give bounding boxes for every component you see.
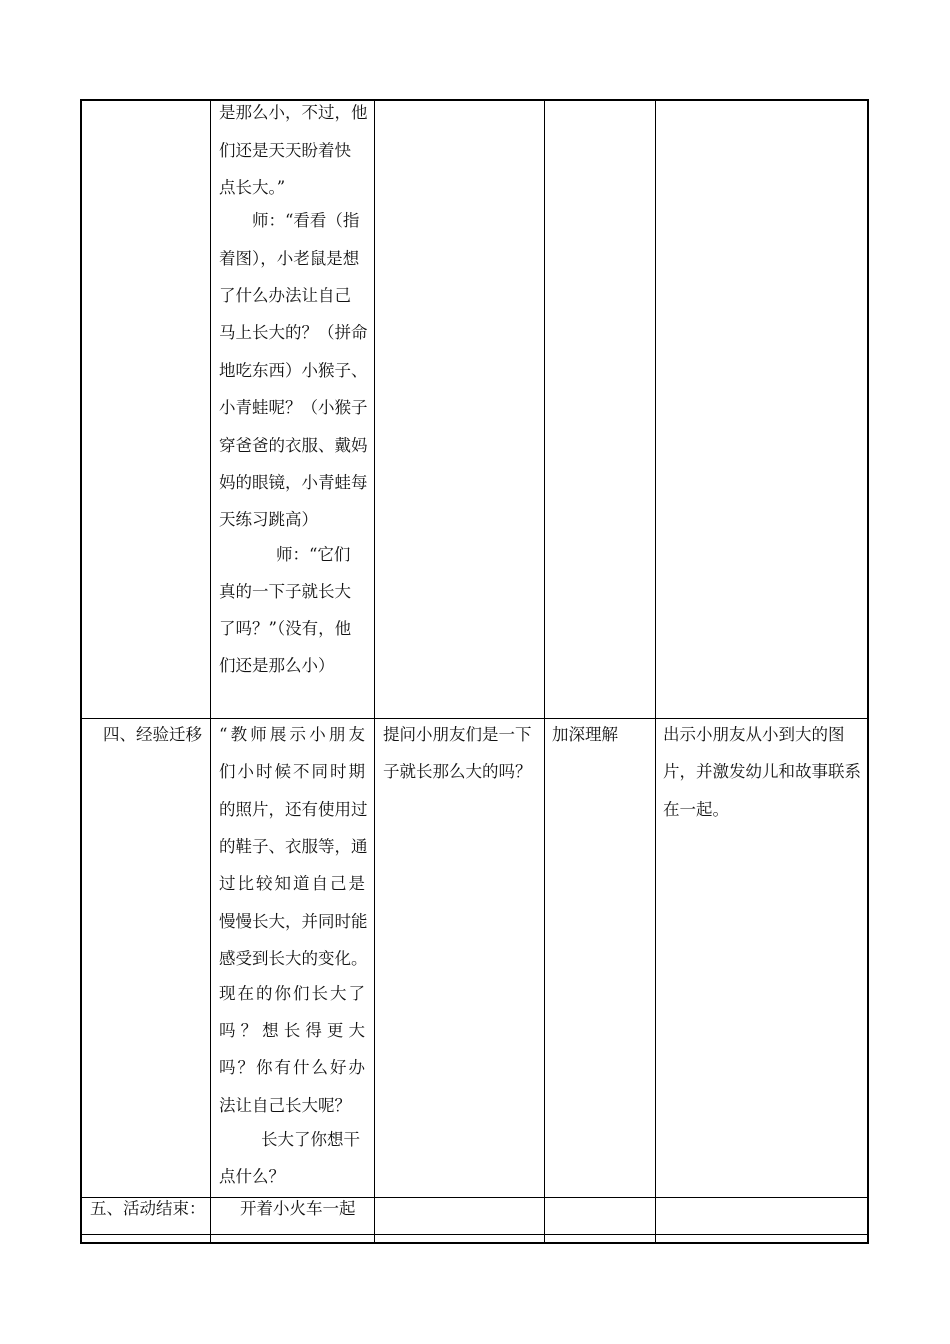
content-line: 马上长大的？（拼命: [219, 323, 368, 342]
method-line: 在一起。: [663, 800, 729, 819]
content-line: 法让自己长大呢？: [219, 1096, 351, 1115]
content-line: 们还是那么小）: [219, 656, 335, 675]
content-line: 天练习跳高）: [219, 510, 318, 529]
question-line: 提问小朋友们是一下: [383, 725, 532, 744]
content-line: 的鞋子、衣服等，通: [219, 837, 368, 856]
column-divider: [655, 101, 656, 1242]
lesson-plan-table: [80, 99, 869, 1244]
content-line: 师：“它们: [276, 545, 351, 564]
content-line: 长大了你想干: [261, 1130, 360, 1149]
content-line: 了什么办法让自己: [219, 286, 351, 305]
stage-label: 五、活动结束：: [90, 1199, 206, 1218]
row-divider: [82, 1197, 867, 1198]
content-line: 过比较知道自己是: [219, 874, 365, 893]
row-divider: [82, 718, 867, 719]
content-line: 了吗？”（没有，他: [219, 619, 352, 638]
content-line: 师：“看看（指: [252, 211, 360, 230]
stage-label: 四、经验迁移: [103, 725, 202, 744]
content-line: 点什么？: [219, 1167, 285, 1186]
content-line: 妈的眼镜，小青蛙每: [219, 473, 368, 492]
content-line: 穿爸爸的衣服、戴妈: [219, 436, 368, 455]
purpose-text: 加深理解: [552, 725, 618, 744]
content-line: 吗？想长得更大: [219, 1021, 365, 1040]
content-line: 们小时候不同时期: [219, 762, 365, 781]
content-line: 是那么小，不过，他: [219, 103, 368, 122]
content-line: 真的一下子就长大: [219, 582, 351, 601]
method-line: 出示小朋友从小到大的图: [663, 725, 845, 744]
method-line: 片，并激发幼儿和故事联系: [663, 762, 861, 781]
column-divider: [374, 101, 375, 1242]
question-line: 子就长那么大的吗？: [383, 762, 532, 781]
content-line: 现在的你们长大了: [219, 984, 365, 1003]
content-line: 慢慢长大，并同时能: [219, 912, 368, 931]
column-divider: [544, 101, 545, 1242]
row-divider: [82, 1234, 867, 1235]
content-line: 点长大。”: [219, 178, 286, 197]
content-line: 的照片，还有使用过: [219, 800, 368, 819]
content-line: 小青蛙呢？（小猴子: [219, 398, 368, 417]
content-line: 吗？你有什么好办: [219, 1058, 365, 1077]
content-line: 地吃东西）小猴子、: [219, 361, 368, 380]
content-line: 着图），小老鼠是想: [219, 249, 360, 268]
content-line: 感受到长大的变化。: [219, 949, 368, 968]
content-line: “教师展示小朋友: [219, 725, 365, 744]
column-divider: [210, 101, 211, 1242]
content-line: 们还是天天盼着快: [219, 141, 351, 160]
content-line: 开着小火车一起: [240, 1199, 356, 1218]
